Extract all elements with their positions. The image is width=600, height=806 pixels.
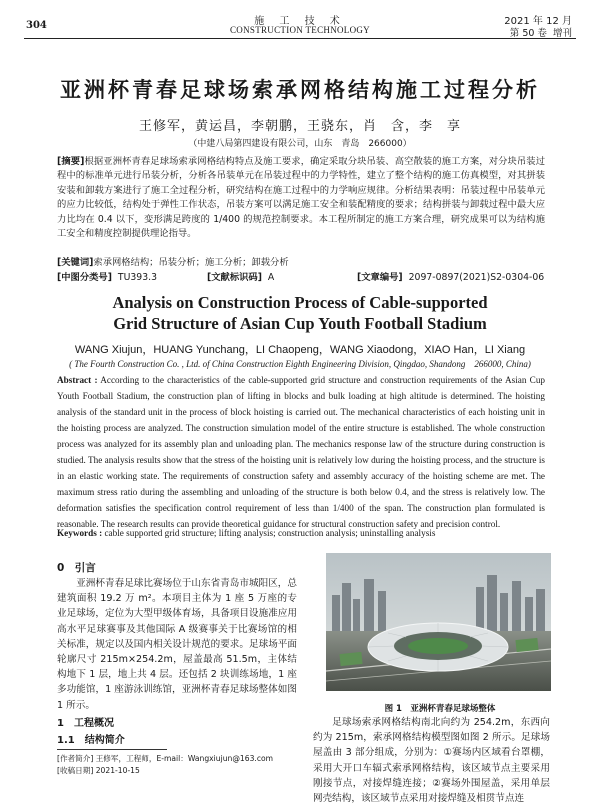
title-en-line2: Grid Structure of Asian Cup Youth Football Stadium (113, 314, 487, 333)
keywords-en-text: cable supported grid structure; lifting analysis; construction analysis; uninstalling analysis (104, 528, 436, 538)
page-number: 304 (26, 20, 47, 31)
keywords-en-label: Keywords : (57, 528, 103, 538)
authors-cn: 王修军，黄运昌，李朝鹏，王骁东，肖 含，李 享 (138, 119, 461, 134)
keywords-cn (57, 254, 289, 268)
keywords-cn-label: [关键词] (57, 257, 94, 268)
title-cn: 亚洲杯青春足球场索承网格结构施工过程分析 (60, 78, 540, 102)
header-rule (24, 38, 576, 39)
clc-value: TU393.3 (117, 272, 158, 283)
affiliation-en: ( The Fourth Construction Co. , Ltd. of China Construction Eighth Engineering Division, Qingdao, Shandong 266000, China) (69, 359, 531, 369)
affiliation-cn: （中建八局第四建设有限公司，山东 青岛 266000） (188, 139, 412, 149)
volume: 第 50 卷 (509, 28, 547, 39)
title-en (0, 292, 600, 334)
figure-1-caption: 图 1 亚洲杯青春足球场整体 (384, 704, 496, 714)
section-0-heading: 0 引言 (57, 562, 96, 574)
journal-name-cn: 施 工 技 术 (254, 16, 346, 27)
clc-label: [中图分类号] (57, 272, 112, 283)
supplement: 增刊 (552, 28, 572, 39)
abstract-cn-text: 根据亚洲杯青春足球场索承网格结构特点及施工要求，确定采取分块吊装、高空散装的施工方案，对分块吊装过程中的标准单元进行吊装分析，分析各吊装单元在吊装过程中的力学特性，建立了整个结构的施工仿真模型，对其拼装安装和卸载方案进行了施工全过程分析，研究结构在施工过程中的力学响应规律。分析结果表明：吊装过程中吊装单元的应力比较低，结构处于弹性工作状态，吊装方案可以满足施工安全和装配精度的要求；结构拼装与卸载过程中最大应力比均在 0.4 以下，变形满足跨度的 1/400 的规范控制要求。本工程所制定的施工方案合理，研究成果可以为结构施工安全和精度控制提供理论指导。 (57, 156, 545, 240)
abstract-en-label: Abstract : (57, 375, 98, 385)
abstract-cn-label: [摘要] (57, 156, 85, 167)
issue-date: 2021 年 12 月 (504, 16, 572, 27)
section-1-heading: 1 工程概况 (57, 718, 114, 729)
keywords-en (57, 528, 545, 538)
doc-code-value: A (267, 272, 275, 283)
article-no-label: [文章编号] (357, 272, 403, 283)
article-no-value: 2097-0897(2021)S2-0304-06 (408, 272, 545, 283)
doc-code-label: [文献标识码] (207, 272, 262, 283)
abstract-en-text: According to the characteristics of the cable-supported grid structure and construction requirements of the Asian Cup Youth Football Stadium, the construction plan of lifting in blocks and bulk loading at high altitude is determined. The hoisting analysis of the standard unit in the process of block hoisting is carried out. The mechanical characteristics of each hoisting unit in the hoisting process are analyzed. The construction simulation model of the entire structure is established. The whole construction process was analyzed for its assembly plan and unloading plan. The mechanics response law of the structure during construction is studied. The analysis results show that the stress of the hoisting unit is relatively low during the hoisting process, and the structure is in an elastic working state. The requirements of construction safety and assembly accuracy of the hoisting scheme are met. The maximum stress ratio during the assembling and unloading of the structure is both below 0.4, and the stress is relatively low. The deformation satisfies the specification control requirement of less than 1/400 of the span. The construction plan formulated is reasonable. The research results can provide theoretical guidance for structural construction safety and precision control. (57, 375, 546, 529)
section-1-1-body: 足球场索承网格结构南北向约为 254.2m，东西向约为 215m，索承网格结构模型图如图 2 所示。足球场屋盖由 3 部分组成，分别为：①赛场内区域看台罩棚，采用大开口车辐式索承网格结构，该区域节点主要采用刚接节点，对接焊缝连接；②赛场外围屋盖，采用单层网壳结构，该区域节点采用对接焊缝及相贯节点连 (313, 717, 550, 805)
footnote-rule (57, 749, 167, 750)
section-1-1-heading: 1.1 结构简介 (57, 735, 125, 746)
abstract-cn (57, 155, 545, 241)
title-en-line1: Analysis on Construction Process of Cable-supported (112, 293, 488, 312)
section-0-paragraph: 亚洲杯青春足球比赛场位于山东省青岛市城阳区，总建筑面积 19.2 万 m²。本项目主体为 1 座 5 万座的专业足球场，定位为大型甲级体育场，具备项目设施准应用高水平足球赛事及其他国际 A 级赛事关于比赛场馆的相关标准，规定以及国内相关设计规范的要求。足球场平面轮廓尺寸 215m×254.2m，屋盖最高 51.5m，主体结构地下 1 层，地上共 4 层。还包括 2 块训练场地，1 座多功能馆，1 座游泳训练馆，亚洲杯青春足球场整体如图 1 所示。 (57, 578, 297, 711)
footnote-received-date: [收稿日期] 2021-10-15 (57, 766, 140, 775)
figure-1-stadium-rendering (326, 553, 551, 691)
footnote-author-intro: [作者简介] 王修军，工程师，E-mail：Wangxiujun@163.com (57, 754, 274, 763)
section-0-body (57, 576, 297, 713)
volume-info (510, 25, 572, 39)
journal-name-en: CONSTRUCTION TECHNOLOGY (230, 25, 370, 35)
authors-en: WANG Xiujun，HUANG Yunchang，LI Chaopeng，WANG Xiaodong，XIAO Han，LI Xiang (74, 344, 526, 356)
keywords-cn-text: 索承网格结构；吊装分析；施工分析；卸载分析 (93, 257, 289, 268)
abstract-en (57, 372, 545, 532)
